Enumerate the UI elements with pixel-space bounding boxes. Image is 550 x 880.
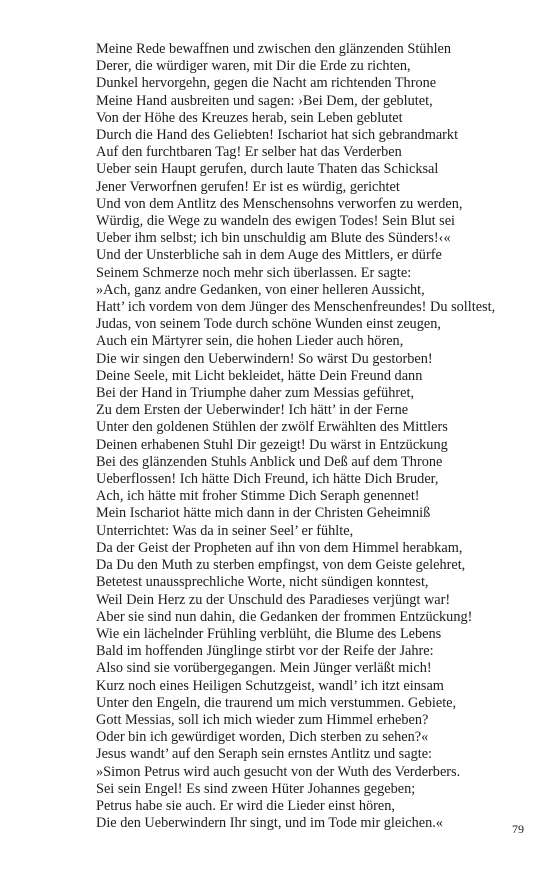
verse-line: Mein Ischariot hätte mich dann in der Christen Geheimniß xyxy=(96,505,431,522)
verse-line: Von der Höhe des Kreuzes herab, sein Leben geblutet xyxy=(96,109,403,126)
verse-line: Da Du den Muth zu sterben empfingst, von dem Geiste gelehret, xyxy=(96,557,466,574)
verse-line: Und von dem Antlitz des Menschensohns verworfen zu werden, xyxy=(96,195,463,212)
verse-line: Deinen erhabenen Stuhl Dir gezeigt! Du wärst in Entzückung xyxy=(96,436,448,453)
verse-line: Meine Hand ausbreiten und sagen: ›Bei Dem, der geblutet, xyxy=(96,92,433,109)
verse-line: Bald im hoffenden Jünglinge stirbt vor der Reife der Jahre: xyxy=(96,643,434,660)
verse-line: Aber sie sind nun dahin, die Gedanken der frommen Entzückung! xyxy=(96,608,473,625)
verse-line: Die wir singen den Ueberwindern! So wärst Du gestorben! xyxy=(96,350,433,367)
verse-line: Würdig, die Wege zu wandeln des ewigen Todes! Sein Blut sei xyxy=(96,213,456,230)
verse-line: Also sind sie vorübergegangen. Mein Jünger verläßt mich! xyxy=(96,660,432,677)
verse-line: »Ach, ganz andre Gedanken, von einer helleren Aussicht, xyxy=(96,281,425,298)
verse-line: Deine Seele, mit Licht bekleidet, hätte Dein Freund dann xyxy=(96,367,423,384)
verse-line: Ueber ihm selbst; ich bin unschuldig am Blute des Sünders!‹« xyxy=(96,230,451,247)
verse-line: Jesus wandt’ auf den Seraph sein ernstes Antlitz und sagte: xyxy=(96,746,433,763)
verse-line: Die den Ueberwindern Ihr singt, und im Tode mir gleichen.« xyxy=(96,815,443,832)
verse-line: Oder bin ich gewürdiget worden, Dich sterben zu sehen?« xyxy=(96,729,429,746)
verse-line: Judas, von seinem Tode durch schöne Wunden einst zeugen, xyxy=(96,316,441,333)
verse-line: Derer, die würdiger waren, mit Dir die Erde zu richten, xyxy=(96,58,411,75)
verse-text xyxy=(96,41,536,832)
verse-line: Auf den furchtbaren Tag! Er selber hat das Verderben xyxy=(96,144,402,161)
verse-line: Sei sein Engel! Es sind zween Hüter Johannes gegeben; xyxy=(96,780,416,797)
verse-line: Seinem Schmerze noch mehr sich überlassen. Er sagte: xyxy=(96,264,412,281)
verse-line: Bei der Hand in Triumphe daher zum Messias geführet, xyxy=(96,385,415,402)
verse-line: »Simon Petrus wird auch gesucht von der Wuth des Verderbers. xyxy=(96,763,461,780)
verse-line: Durch die Hand des Geliebten! Ischariot hat sich gebrandmarkt xyxy=(96,127,459,144)
verse-line: Unter den goldenen Stühlen der zwölf Erwählten des Mittlers xyxy=(96,419,448,436)
verse-line: Meine Rede bewaffnen und zwischen den glänzenden Stühlen xyxy=(96,41,452,57)
verse-line: Weil Dein Herz zu der Unschuld des Paradieses verjüngt war! xyxy=(96,591,451,608)
verse-line: Unter den Engeln, die traurend um mich verstummen. Gebiete, xyxy=(96,694,457,711)
verse-line: Gott Messias, soll ich mich wieder zum Himmel erheben? xyxy=(96,711,429,728)
verse-line: Ueberflossen! Ich hätte Dich Freund, ich hätte Dich Bruder, xyxy=(96,471,439,488)
verse-line: Betetest unaussprechliche Worte, nicht sündigen konntest, xyxy=(96,574,429,591)
verse-line: Jener Verworfnen gerufen! Er ist es würdig, gerichtet xyxy=(96,178,400,195)
verse-line: Zu dem Ersten der Ueberwinder! Ich hätt’ in der Ferne xyxy=(96,402,409,419)
verse-line: Bei des glänzenden Stuhls Anblick und Deß auf dem Throne xyxy=(96,453,443,470)
verse-line: Da der Geist der Propheten auf ihn von dem Himmel herabkam, xyxy=(96,539,463,556)
verse-line: Hatt’ ich vordem von dem Jünger des Menschenfreundes! Du solltest, xyxy=(96,299,496,316)
verse-line: Ueber sein Haupt gerufen, durch laute Thaten das Schicksal xyxy=(96,161,439,178)
verse-line: Dunkel hervorgehn, gegen die Nacht am richtenden Throne xyxy=(96,75,437,92)
page-number: 79 xyxy=(512,822,524,836)
verse-line: Kurz noch eines Heiligen Schutzgeist, wandl’ ich itzt einsam xyxy=(96,677,444,694)
verse-line: Auch ein Märtyrer sein, die hohen Lieder auch hören, xyxy=(96,333,404,350)
verse-line: Und der Unsterbliche sah in dem Auge des Mittlers, er dürfe xyxy=(96,247,442,264)
verse-line: Ach, ich hätte mit froher Stimme Dich Seraph genennet! xyxy=(96,488,420,505)
verse-line: Unterrichtet: Was da in seiner Seel’ er fühlte, xyxy=(96,522,354,539)
verse-line: Petrus habe sie auch. Er wird die Lieder einst hören, xyxy=(96,797,395,814)
verse-line: Wie ein lächelnder Frühling verblüht, die Blume des Lebens xyxy=(96,625,442,642)
